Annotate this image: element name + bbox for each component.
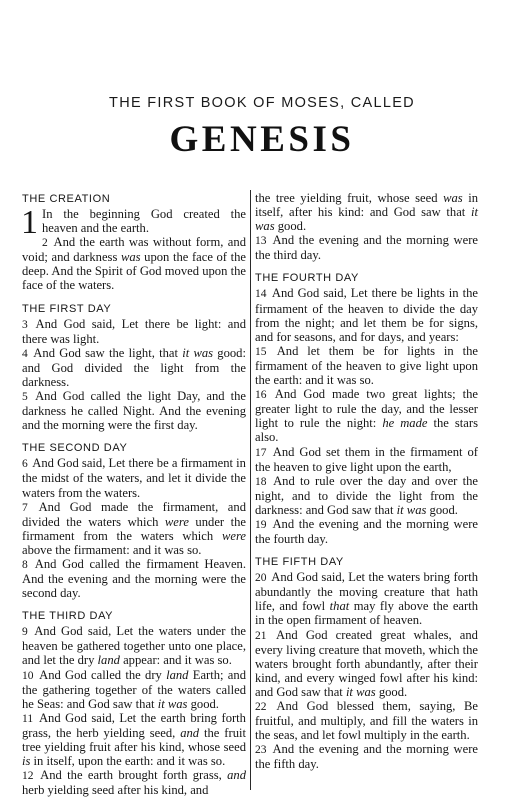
- verse-number: 10: [22, 669, 34, 682]
- verse-number: 7: [22, 501, 28, 514]
- verse-17: 17 And God set them in the firmament of the heaven to give light upon the earth,: [255, 444, 478, 474]
- verse-6: 6 And God said, Let there be a firmament in the midst of the waters, and let it divide the waters from the waters.: [22, 456, 246, 500]
- verse-3: 3 And God said, Let there be light: and there was light.: [22, 316, 246, 346]
- verse-number: 4: [22, 347, 28, 360]
- verse-number: 22: [255, 701, 267, 713]
- section-heading-second-day: THE SECOND DAY: [22, 442, 128, 455]
- verse-19: 19 And the evening and the morning were the fourth day.: [255, 516, 478, 547]
- verse-21: 21 And God created great whales, and every living creature that moveth, which the waters brought forth abundantly, after their kind, and every winged fowl after his kind: and God saw that it was good.: [255, 627, 478, 699]
- verse-4: 4 And God saw the light, that it was good: and God divided the light from the darkness.: [22, 345, 246, 389]
- section-heading-fifth-day: THE FIFTH DAY: [255, 556, 344, 569]
- verse-number: 16: [255, 389, 267, 402]
- verse-number: 18: [255, 475, 267, 488]
- verse-number: 13: [255, 235, 267, 248]
- verse-number: 9: [22, 626, 28, 639]
- verse-number: 19: [255, 518, 267, 531]
- section-heading-first-day: THE FIRST DAY: [22, 302, 112, 315]
- verse-number: 5: [22, 391, 28, 404]
- section-heading-fourth-day: THE FOURTH DAY: [255, 272, 359, 285]
- verse-number: 15: [255, 345, 267, 358]
- verse-number: 6: [22, 458, 28, 471]
- right-column: [255, 191, 478, 771]
- book-pre-title: THE FIRST BOOK OF MOSES, CALLED: [109, 95, 415, 111]
- verse-15: 15 And let them be for lights in the firmament of the heaven to give light upon the earth: and it was so.: [255, 343, 478, 388]
- verse-7: 7 And God made the firmament, and divided the waters which were under the firmament from the waters which were above the firmament: and it was so.: [22, 499, 247, 557]
- verse-number: 17: [255, 446, 267, 459]
- verse-8: 8 And God called the firmament Heaven. And the evening and the morning were the second day.: [22, 556, 246, 601]
- section-heading-creation: THE CREATION: [22, 193, 111, 205]
- section-heading-third-day: THE THIRD DAY: [22, 610, 114, 623]
- verse-number: 21: [255, 629, 267, 642]
- book-title: GENESIS: [169, 119, 355, 160]
- verse-9: 9 And God said, Let the waters under the heaven be gathered together unto one place, and let the dry land appear: and it was so.: [22, 624, 246, 668]
- verse-number: 11: [22, 712, 34, 725]
- verse-number: 8: [22, 558, 28, 571]
- verse-11: 11 And God said, Let the earth bring forth grass, the herb yielding seed, and the fruit tree yielding fruit after his kind, whose seed is in itself, upon the earth: and it was so.: [22, 710, 246, 769]
- verse-22: 22 And God blessed them, saying, Be fruitful, and multiply, and fill the waters in the seas, and let fowl multiply in the earth.: [255, 699, 478, 743]
- verse-10: 10 And God called the dry land Earth; and the gathering together of the waters called he Seas: and God saw that it was good.: [22, 667, 246, 711]
- verse-number: 2: [42, 237, 48, 250]
- verse-number: 20: [255, 572, 267, 585]
- verse-12: 12 And the earth brought forth grass, and herb yielding seed after his kind, and: [22, 768, 246, 798]
- verse-number: 14: [255, 288, 267, 301]
- verse-13: 13 And the evening and the morning were the third day.: [255, 233, 478, 263]
- verse-number: 12: [22, 770, 34, 783]
- verse-23: 23 And the evening and the morning were the fifth day.: [255, 742, 478, 772]
- verse-20: 20 And God said, Let the waters bring forth abundantly the moving creature that hath life, and fowl that may fly above the earth in the open firmament of heaven.: [255, 570, 478, 628]
- verse-2: 2 And the earth was without form, and void; and darkness was upon the face of the deep. And the Spirit of God moved upon the face of the waters.: [22, 235, 246, 293]
- verse-14: 14 And God said, Let there be lights in the firmament of the heaven to divide the day from the night; and let them be for signs, and for seasons, and for days, and years:: [255, 286, 478, 344]
- left-column: [22, 193, 246, 797]
- verse-1: 1 In the beginning God created the heaven and the earth.: [21, 204, 246, 241]
- verse-5: 5 And God called the light Day, and the darkness he called Night. And the evening and the morning were the first day.: [22, 389, 246, 433]
- column-divider: [250, 190, 251, 790]
- chapter-dropcap: 1: [21, 204, 38, 241]
- verse-16: 16 And God made two great lights; the greater light to rule the day, and the lesser light to rule the night: he made the stars also.: [255, 387, 478, 445]
- verse-18: 18 And to rule over the day and over the night, and to divide the light from the darkness: and God saw that it was good.: [255, 473, 478, 517]
- verse-number: 3: [22, 318, 28, 331]
- verse-number: 23: [255, 744, 267, 757]
- verse-12-continued: the tree yielding fruit, whose seed was in itself, after his kind: and God saw that it was good.: [255, 191, 478, 234]
